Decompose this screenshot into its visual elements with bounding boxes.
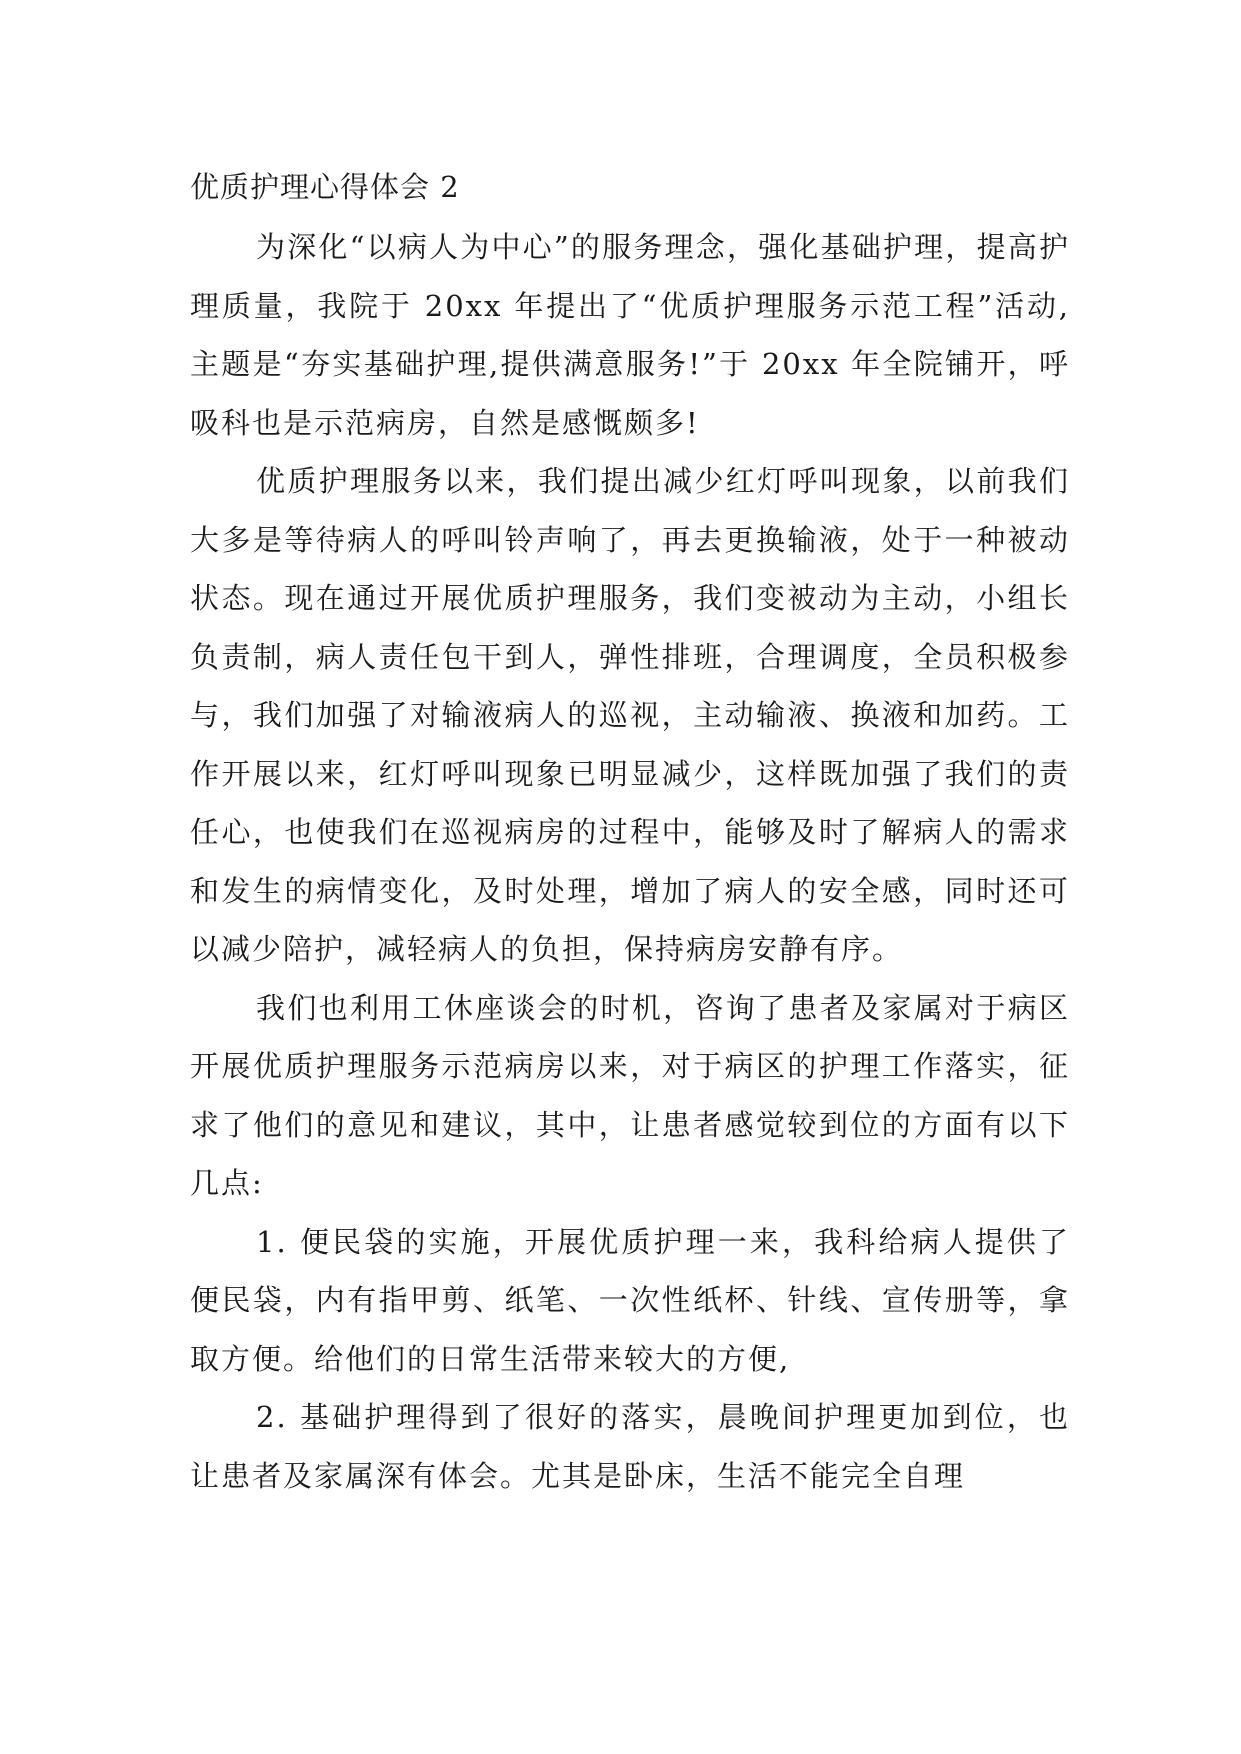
paragraph-point-1: 1. 便民袋的实施，开展优质护理一来，我科给病人提供了便民袋，内有指甲剪、纸笔、一次性纸杯、针线、宣传册等，拿取方便。给他们的日常生活带来较大的方便, bbox=[190, 1224, 1070, 1376]
paragraph-service: 优质护理服务以来，我们提出减少红灯呼叫现象，以前我们大多是等待病人的呼叫铃声响了，再去更换输液，处于一种被动状态。现在通过开展优质护理服务，我们变被动为主动，小组长负责制，病人责任包干到人，弹性排班，合理调度，全员积极参与，我们加强了对输液病人的巡视，主动输液、换液和加药。工作开展以来，红灯呼叫现象已明显减少，这样既加强了我们的责任心，也使我们在巡视病房的过程中，能够及时了解病人的需求和发生的病情变化，及时处理，增加了病人的安全感，同时还可以减少陪护，减轻病人的负担，保持病房安静有序。 bbox=[190, 464, 1070, 966]
paragraph-intro: 为深化“以病人为中心”的服务理念，强化基础护理，提高护理质量，我院于 20xx 年提出了“优质护理服务示范工程”活动,主题是“夯实基础护理,提供满意服务!”于 20xx 年全院铺开，呼吸科也是示范病房，自然是感慨颇多! bbox=[190, 230, 1070, 440]
document-title: 优质护理心得体会 2 bbox=[190, 170, 460, 204]
document-page bbox=[190, 160, 1070, 1505]
paragraph-point-2: 2. 基础护理得到了很好的落实，晨晚间护理更加到位，也让患者及家属深有体会。尤其是卧床，生活不能完全自理 bbox=[190, 1400, 1070, 1493]
paragraph-feedback: 我们也利用工休座谈会的时机，咨询了患者及家属对于病区开展优质护理服务示范病房以来，对于病区的护理工作落实，征求了他们的意见和建议，其中，让患者感觉较到位的方面有以下几点: bbox=[190, 990, 1070, 1200]
